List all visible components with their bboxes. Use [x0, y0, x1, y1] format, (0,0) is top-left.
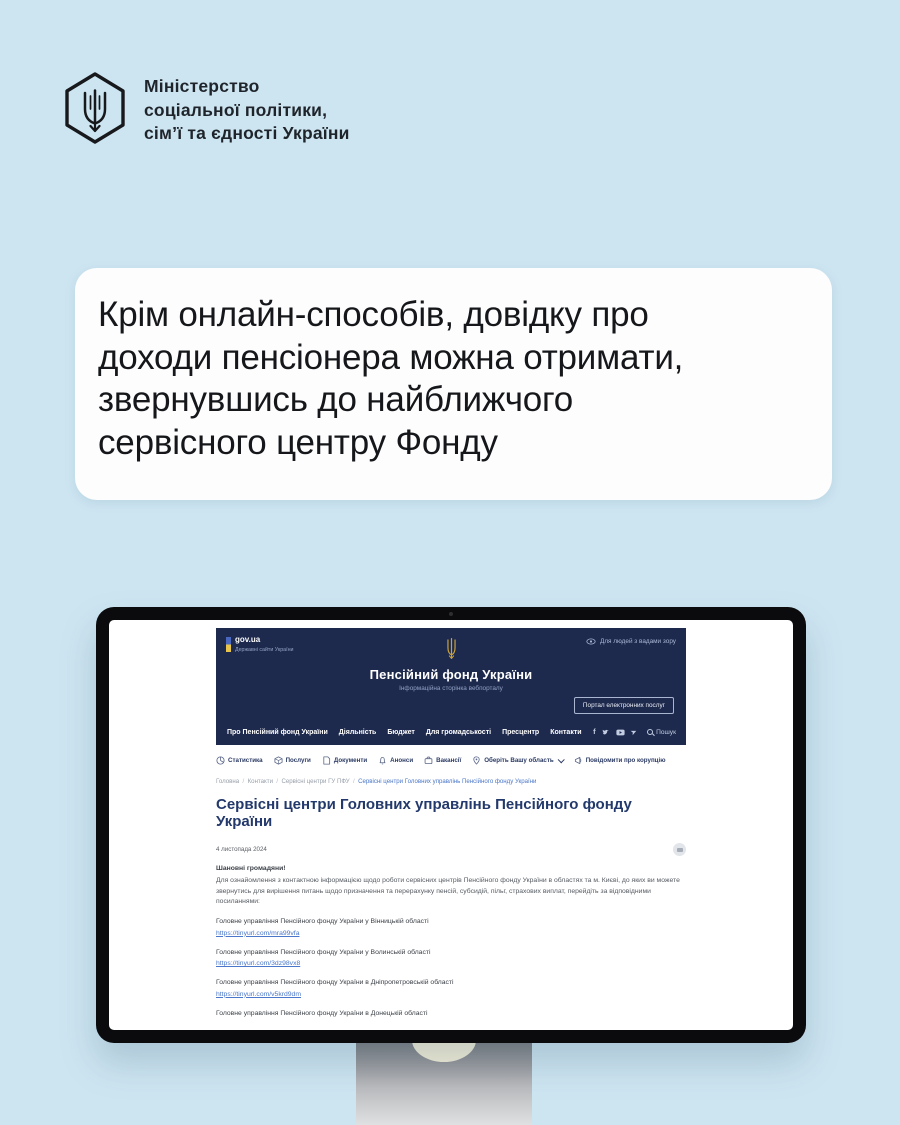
trident-icon: [443, 637, 460, 660]
search-label: Пошук: [656, 728, 676, 736]
search-icon: [647, 729, 653, 735]
eye-icon: [586, 638, 596, 645]
nav-item-contacts[interactable]: Контакти: [550, 728, 582, 736]
ministry-name: [144, 75, 350, 145]
page-title: Сервісні центри Головних управлінь Пенсійного фонду України: [216, 796, 632, 830]
accessibility-label: Для людей з вадами зору: [600, 638, 676, 645]
webcam-icon: [449, 612, 453, 616]
nav-item-about[interactable]: Про Пенсійний фонд України: [227, 728, 328, 736]
site-nav: [227, 728, 676, 736]
headline-line4: сервісного центру Фонду: [98, 423, 498, 463]
monitor-bezel: [96, 607, 806, 1043]
site-header: [216, 628, 686, 745]
ministry-logo-icon: [64, 72, 126, 149]
site-title: Пенсійний фонд України: [369, 667, 533, 682]
social-links: [593, 728, 636, 736]
region-link-item: [216, 1009, 686, 1019]
headline-card: [75, 268, 832, 500]
nav-item-press[interactable]: Пресцентр: [502, 728, 540, 736]
youtube-icon[interactable]: [616, 729, 625, 736]
quicklink-announcements[interactable]: [378, 756, 413, 765]
quicklink-label: Вакансії: [436, 757, 462, 764]
accessibility-link[interactable]: [586, 638, 676, 645]
document-icon: [322, 756, 331, 765]
govua-label: gov.ua: [235, 635, 261, 644]
ministry-name-line2: соціальної політики,: [144, 99, 328, 120]
nav-item-activity[interactable]: Діяльність: [338, 728, 377, 736]
print-button[interactable]: [673, 843, 686, 856]
region-link-label: Головне управління Пенсійного фонду України в Донецькій області: [216, 1009, 428, 1017]
breadcrumb: [216, 778, 686, 785]
quicklinks-row: [216, 756, 686, 765]
quicklink-label: Повідомити про корупцію: [585, 757, 666, 764]
quicklink-label: Анонси: [390, 757, 414, 764]
nav-item-public[interactable]: Для громадськості: [425, 728, 492, 736]
region-link-label: Головне управління Пенсійного фонду України у Волинській області: [216, 948, 431, 956]
region-link-url[interactable]: https://tinyurl.com/3dz98vx8: [216, 960, 301, 968]
quicklink-documents[interactable]: [322, 756, 367, 765]
quicklink-statistics[interactable]: [216, 756, 263, 765]
ministry-name-line1: Міністерство: [144, 76, 260, 97]
report-corruption-link[interactable]: [574, 756, 666, 765]
breadcrumb-home[interactable]: Головна /: [216, 778, 248, 785]
portal-services-button[interactable]: Портал електронних послуг: [574, 697, 674, 714]
region-link-item: [216, 917, 686, 938]
article-meta: [216, 843, 686, 856]
region-link-label: Головне управління Пенсійного фонду України у Вінницькій області: [216, 918, 429, 926]
telegram-icon[interactable]: ➤: [629, 728, 638, 737]
govua-block[interactable]: [226, 636, 293, 653]
site-search[interactable]: [647, 729, 676, 736]
headline-text: [75, 268, 832, 465]
cube-icon: [274, 756, 283, 765]
region-link-item: [216, 978, 686, 999]
quicklink-services[interactable]: [274, 756, 311, 765]
article-date: 4 листопада 2024: [216, 846, 267, 853]
twitter-icon[interactable]: [602, 729, 610, 736]
region-link-url[interactable]: https://tinyurl.com/mra99vfa: [216, 929, 300, 937]
headline-line1: Крім онлайн-способів, довідку про: [98, 295, 649, 334]
pfu-website-screenshot: [216, 628, 686, 1018]
headline-line3: звернувшись до найближчого: [98, 380, 574, 420]
megaphone-icon: [574, 756, 583, 765]
chevron-down-icon: [557, 756, 564, 763]
govua-subtitle: Державні сайти України: [235, 646, 294, 653]
ukraine-flag-icon: [226, 637, 231, 652]
quicklink-label: Документи: [333, 757, 368, 764]
bell-icon: [378, 756, 387, 765]
quicklink-label: Оберіть Вашу область: [484, 757, 554, 764]
quicklink-vacancies[interactable]: [424, 756, 461, 765]
printer-icon: [677, 848, 683, 852]
breadcrumb-service-centers[interactable]: Сервісні центри ГУ ПФУ /: [281, 778, 358, 785]
quicklink-label: Статистика: [228, 757, 263, 764]
site-subtitle: Інформаційна сторінка вебпорталу: [399, 685, 503, 692]
breadcrumb-contacts[interactable]: Контакти /: [248, 778, 282, 785]
map-pin-icon: [472, 756, 481, 765]
monitor-stand: [356, 1040, 532, 1125]
quicklink-label: Послуги: [285, 757, 311, 764]
facebook-icon[interactable]: f: [593, 727, 596, 737]
briefcase-icon: [424, 756, 433, 765]
region-link-label: Головне управління Пенсійного фонду України в Дніпропетровській області: [216, 979, 454, 987]
region-link-item: [216, 948, 686, 969]
headline-line2: доходи пенсіонера можна отримати,: [98, 337, 684, 377]
ministry-name-line3: сім’ї та єдності України: [144, 123, 350, 144]
pie-chart-icon: [216, 756, 225, 765]
article-greeting: Шановні громадяни!: [216, 865, 286, 872]
ministry-brand: [64, 72, 350, 149]
region-selector[interactable]: [472, 756, 562, 765]
nav-item-budget[interactable]: Бюджет: [387, 728, 415, 736]
breadcrumb-current: Сервісні центри Головних управлінь Пенсійного фонду України: [358, 778, 537, 785]
article-intro: Для ознайомлення з контактною інформацією щодо роботи сервісних центрів Пенсійного фонду України в областях та м. Києві, до яких ви можете звернутись для вирішення питань щодо призначення та перерахунку пенсій, субсидій, пільг, страхових виплат, перейдіть за відповідними посиланнями:: [216, 877, 680, 906]
monitor-screen: [109, 620, 793, 1030]
region-link-url[interactable]: https://tinyurl.com/v5krd9dm: [216, 990, 301, 998]
